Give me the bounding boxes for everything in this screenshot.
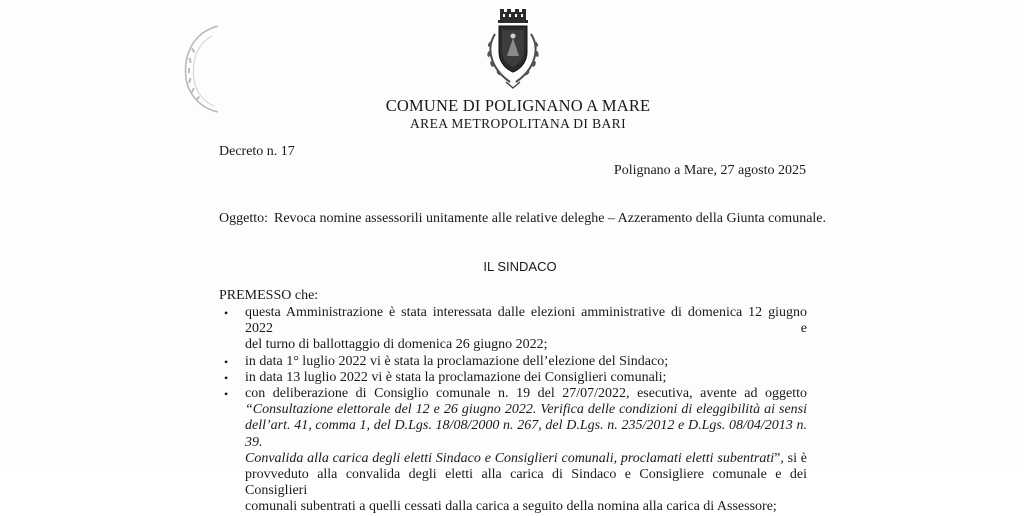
- quoted-title-line: dell’art. 41, comma 1, del D.Lgs. 18/08/2000 n. 267, del D.Lgs. n. 235/2012 e D.Lgs. 08/04/2013 n. 39.: [245, 418, 807, 450]
- bullet-icon: •: [224, 354, 229, 369]
- list-item-line: in data 13 luglio 2022 vi è stata la proclamazione dei Consiglieri comunali;: [245, 369, 667, 385]
- list-item: [219, 354, 807, 370]
- quote-close-text: ”, si è: [774, 450, 807, 466]
- place-and-date: Polignano a Mare, 27 agosto 2025: [613, 163, 806, 178]
- municipality-title: COMUNE DI POLIGNANO A MARE: [385, 96, 651, 115]
- list-item-line: comunali subentrati a quelli cessati dalla carica a seguito della nomina alla carica di Assessore;: [245, 499, 777, 515]
- bullet-icon: •: [224, 387, 229, 402]
- list-item-line: provveduto alla convalida degli eletti alla carica di Sindaco e Consigliere comunale e dei Consiglieri: [245, 467, 807, 499]
- quoted-title-line: Convalida alla carica degli eletti Sindaco e Consiglieri comunali, proclamati eletti subentrati: [245, 450, 775, 466]
- decree-number: Decreto n. 17: [219, 144, 295, 159]
- quoted-title-line: “Consultazione elettorale del 12 e 26 giugno 2022. Verifica delle condizioni di eleggibilità ai sensi: [245, 402, 807, 418]
- area-subtitle: AREA METROPOLITANA DI BARI: [410, 116, 626, 131]
- coat-of-arms-emblem: [480, 8, 546, 96]
- section-title: IL SINDACO: [483, 259, 557, 274]
- list-item: [219, 305, 807, 354]
- list-item-line: in data 1° luglio 2022 vi è stata la proclamazione dell’elezione del Sindaco;: [245, 353, 669, 369]
- list-item-line: questa Amministrazione è stata interessata dalle elezioni amministrative di domenica 12 giugno 2022 e: [245, 305, 807, 337]
- premise-list: [219, 305, 807, 516]
- subject-label: Oggetto:: [219, 211, 268, 226]
- bullet-icon: •: [224, 306, 229, 320]
- list-item-line: [245, 451, 807, 467]
- list-item: [219, 386, 807, 516]
- subject-text: Revoca nomine assessorili unitamente alle relative deleghe – Azzeramento della Giunta comunale.: [274, 211, 827, 226]
- premise-intro: PREMESSO che:: [219, 288, 319, 303]
- list-item: [219, 370, 807, 386]
- bullet-icon: •: [224, 370, 229, 385]
- crown-icon: [498, 9, 528, 23]
- list-item-line: del turno di ballottaggio di domenica 26 giugno 2022;: [245, 337, 548, 353]
- subject-line: [219, 211, 826, 227]
- list-item-line: con deliberazione di Consiglio comunale n. 19 del 27/07/2022, esecutiva, avente ad oggetto: [245, 386, 807, 402]
